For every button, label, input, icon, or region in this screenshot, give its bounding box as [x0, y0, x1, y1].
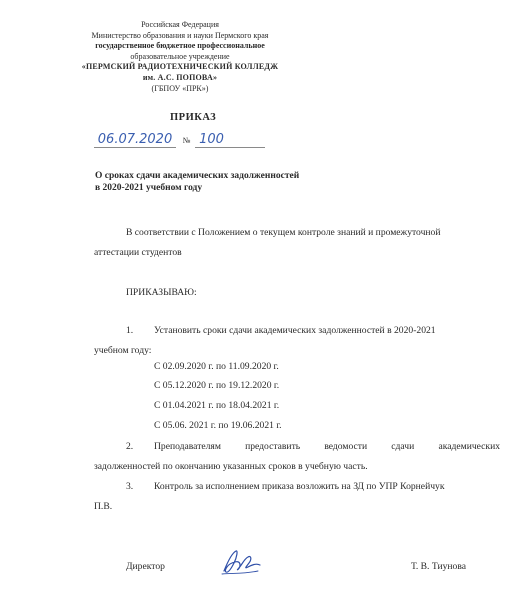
order-title: ПРИКАЗ — [170, 112, 217, 123]
header-institution-type: государственное бюджетное профессиональное — [95, 41, 265, 51]
item-1-text-line-2: учебном году: — [94, 345, 152, 356]
item-3-number: 3. — [126, 481, 134, 492]
order-date-field — [94, 132, 176, 148]
subject-line-2: в 2020-2021 учебном году — [95, 183, 203, 193]
header-college-name: «ПЕРМСКИЙ РАДИОТЕХНИЧЕСКИЙ КОЛЛЕДЖ — [81, 62, 279, 72]
basis-line-2: аттестации студентов — [94, 247, 182, 258]
item-3-text-line-2: П.В. — [94, 501, 113, 512]
basis-line-1: В соответствии с Положением о текущем контроле знаний и промежуточной — [126, 227, 441, 238]
header-ministry: Министерство образования и науки Пермского края — [91, 30, 269, 40]
item-1-number: 1. — [126, 325, 134, 336]
header-college-name-2: им. А.С. ПОПОВА» — [142, 72, 218, 82]
order-number: 100 — [199, 132, 224, 147]
handwritten-signature — [218, 547, 264, 577]
signature-block — [126, 557, 466, 583]
item-2-text-line-2: задолженностей по окончанию указанных сроков в учебную часть. — [94, 461, 368, 472]
header-institution-type-2: образовательное учреждение — [130, 51, 230, 61]
period-1: С 02.09.2020 г. по 11.09.2020 г. — [154, 361, 279, 372]
item-1-text-line-1: Установить сроки сдачи академических задолженностей в 2020-2021 — [154, 325, 436, 336]
header-abbreviation: (ГБПОУ «ПРК») — [151, 83, 209, 93]
period-3: С 01.04.2021 г. по 18.04.2021 г. — [154, 400, 280, 411]
order-number-field — [195, 132, 265, 148]
item-2-text-line-1: Преподавателям предоставить ведомости сдачи академических — [154, 441, 500, 452]
order-date: 06.07.2020 — [97, 132, 173, 147]
signatory-role: Директор — [126, 561, 165, 572]
subject-line-1: О сроках сдачи академических задолженностей — [95, 171, 300, 181]
header-country: Российская Федерация — [141, 20, 219, 29]
signatory-name: Т. В. Тиунова — [410, 561, 466, 572]
order-word: ПРИКАЗЫВАЮ: — [126, 287, 197, 298]
item-3-text-line-1: Контроль за исполнением приказа возложить на ЗД по УПР Корнейчук — [154, 481, 445, 492]
order-date-number-line — [94, 132, 265, 148]
period-4: С 05.06. 2021 г. по 19.06.2021 г. — [154, 420, 282, 431]
order-number-label: № — [182, 136, 191, 145]
period-2: С 05.12.2020 г. по 19.12.2020 г. — [154, 380, 280, 391]
item-2-number: 2. — [126, 441, 134, 452]
letterhead — [60, 20, 300, 94]
order-subject — [95, 170, 299, 194]
